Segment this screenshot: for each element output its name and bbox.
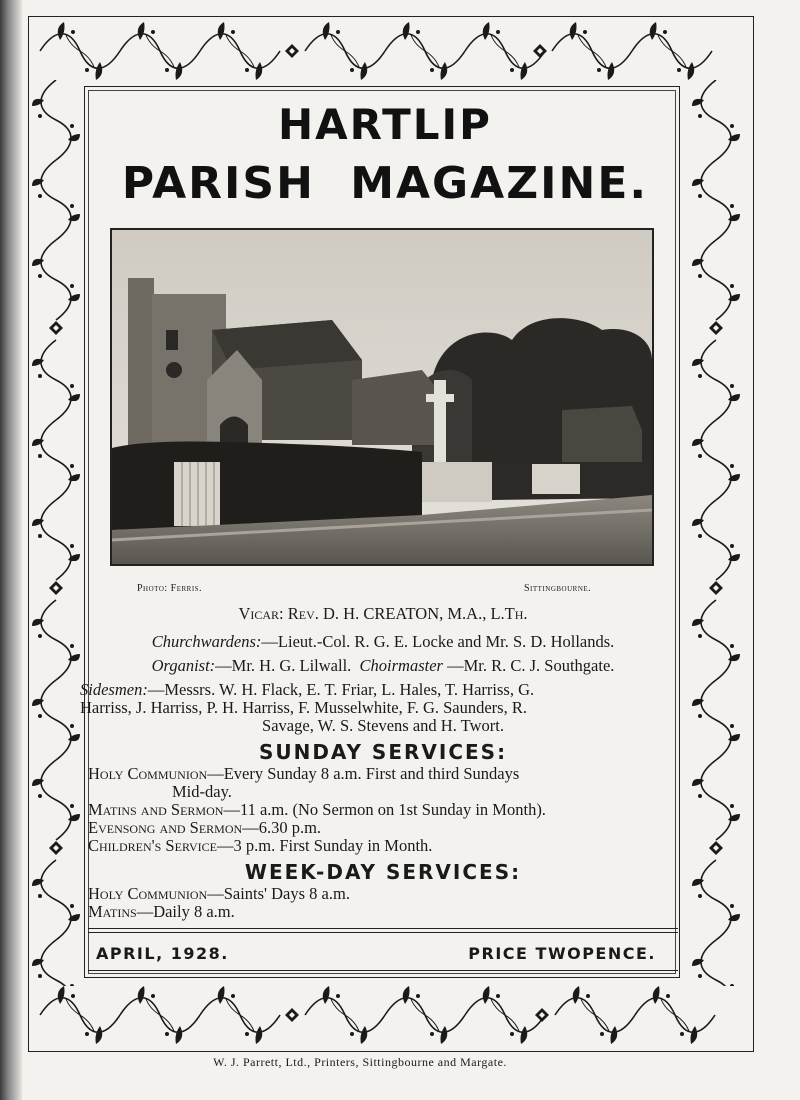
weekday-services-heading: WEEK-DAY SERVICES: [244,860,522,884]
service-name: Holy Communion [88,884,208,903]
left-ornament-border [30,80,82,986]
sidesmen-line-1 [80,680,670,700]
issue-date: APRIL, 1928. [96,944,229,963]
service-row [88,800,678,820]
footer-rule-bottom [88,970,678,971]
organist-text: —Mr. H. G. Lilwall. [215,656,352,675]
service-name: Children's Service [88,836,217,855]
organist-label: Organist: [151,656,216,675]
right-ornament-border [684,80,750,986]
churchwardens-text: —Lieut.-Col. R. G. E. Locke and Mr. S. D. Hollands. [261,632,615,651]
footer-rule-top [88,928,678,929]
vicar-line: Vicar: Rev. D. H. CREATON, M.A., L.Th. [238,604,528,623]
service-row [88,764,678,784]
sidesmen-line-3: Savage, W. S. Stevens and H. Twort. [262,716,504,735]
church-photograph [110,228,654,566]
choirmaster-label: Choirmaster [359,656,443,675]
service-row [88,836,678,856]
service-name: Matins and Sermon [88,800,224,819]
service-detail: —Saints' Days 8 a.m. [207,884,350,903]
service-detail: —Every Sunday 8 a.m. First and third Sundays [207,764,520,783]
service-detail: —6.30 p.m. [242,818,322,837]
sidesmen-line-2: Harriss, J. Harriss, P. H. Harriss, F. Musselwhite, F. G. Saunders, R. [80,698,527,717]
churchwardens-line [88,632,678,652]
organist-line [88,656,678,676]
photo-credit: Photo: Ferris. [137,583,203,594]
printer-credit: W. J. Parrett, Ltd., Printers, Sittingbourne and Margate. [213,1055,507,1069]
service-detail: —11 a.m. (No Sermon on 1st Sunday in Month). [223,800,546,819]
service-row [88,902,678,922]
scan-binding-shadow [0,0,22,1100]
service-name: Holy Communion [88,764,208,783]
service-row [172,782,762,802]
service-detail: —Daily 8 a.m. [136,902,235,921]
sunday-services-heading: SUNDAY SERVICES: [258,740,508,764]
top-ornament-border [30,18,752,84]
footer-rule-top-2 [88,932,678,933]
service-name: Evensong and Sermon [88,818,243,837]
service-row [88,884,678,904]
churchwardens-label: Churchwardens: [151,632,262,651]
service-name: Matins [88,902,137,921]
magazine-title-line2: PARISH MAGAZINE. [121,158,649,209]
photo-location: Sittingbourne. [524,583,592,594]
service-detail: Mid-day. [172,782,232,801]
magazine-title-line1: HARTLIP [278,100,492,149]
sidesmen-text-1: —Messrs. W. H. Flack, E. T. Friar, L. Hales, T. Harriss, G. [147,680,535,699]
bottom-ornament-border [30,980,752,1048]
issue-price: PRICE TWOPENCE. [468,944,656,963]
sidesmen-label: Sidesmen: [80,680,148,699]
service-row [88,818,678,838]
service-detail: —3 p.m. First Sunday in Month. [216,836,433,855]
choirmaster-text: —Mr. R. C. J. Southgate. [447,656,615,675]
